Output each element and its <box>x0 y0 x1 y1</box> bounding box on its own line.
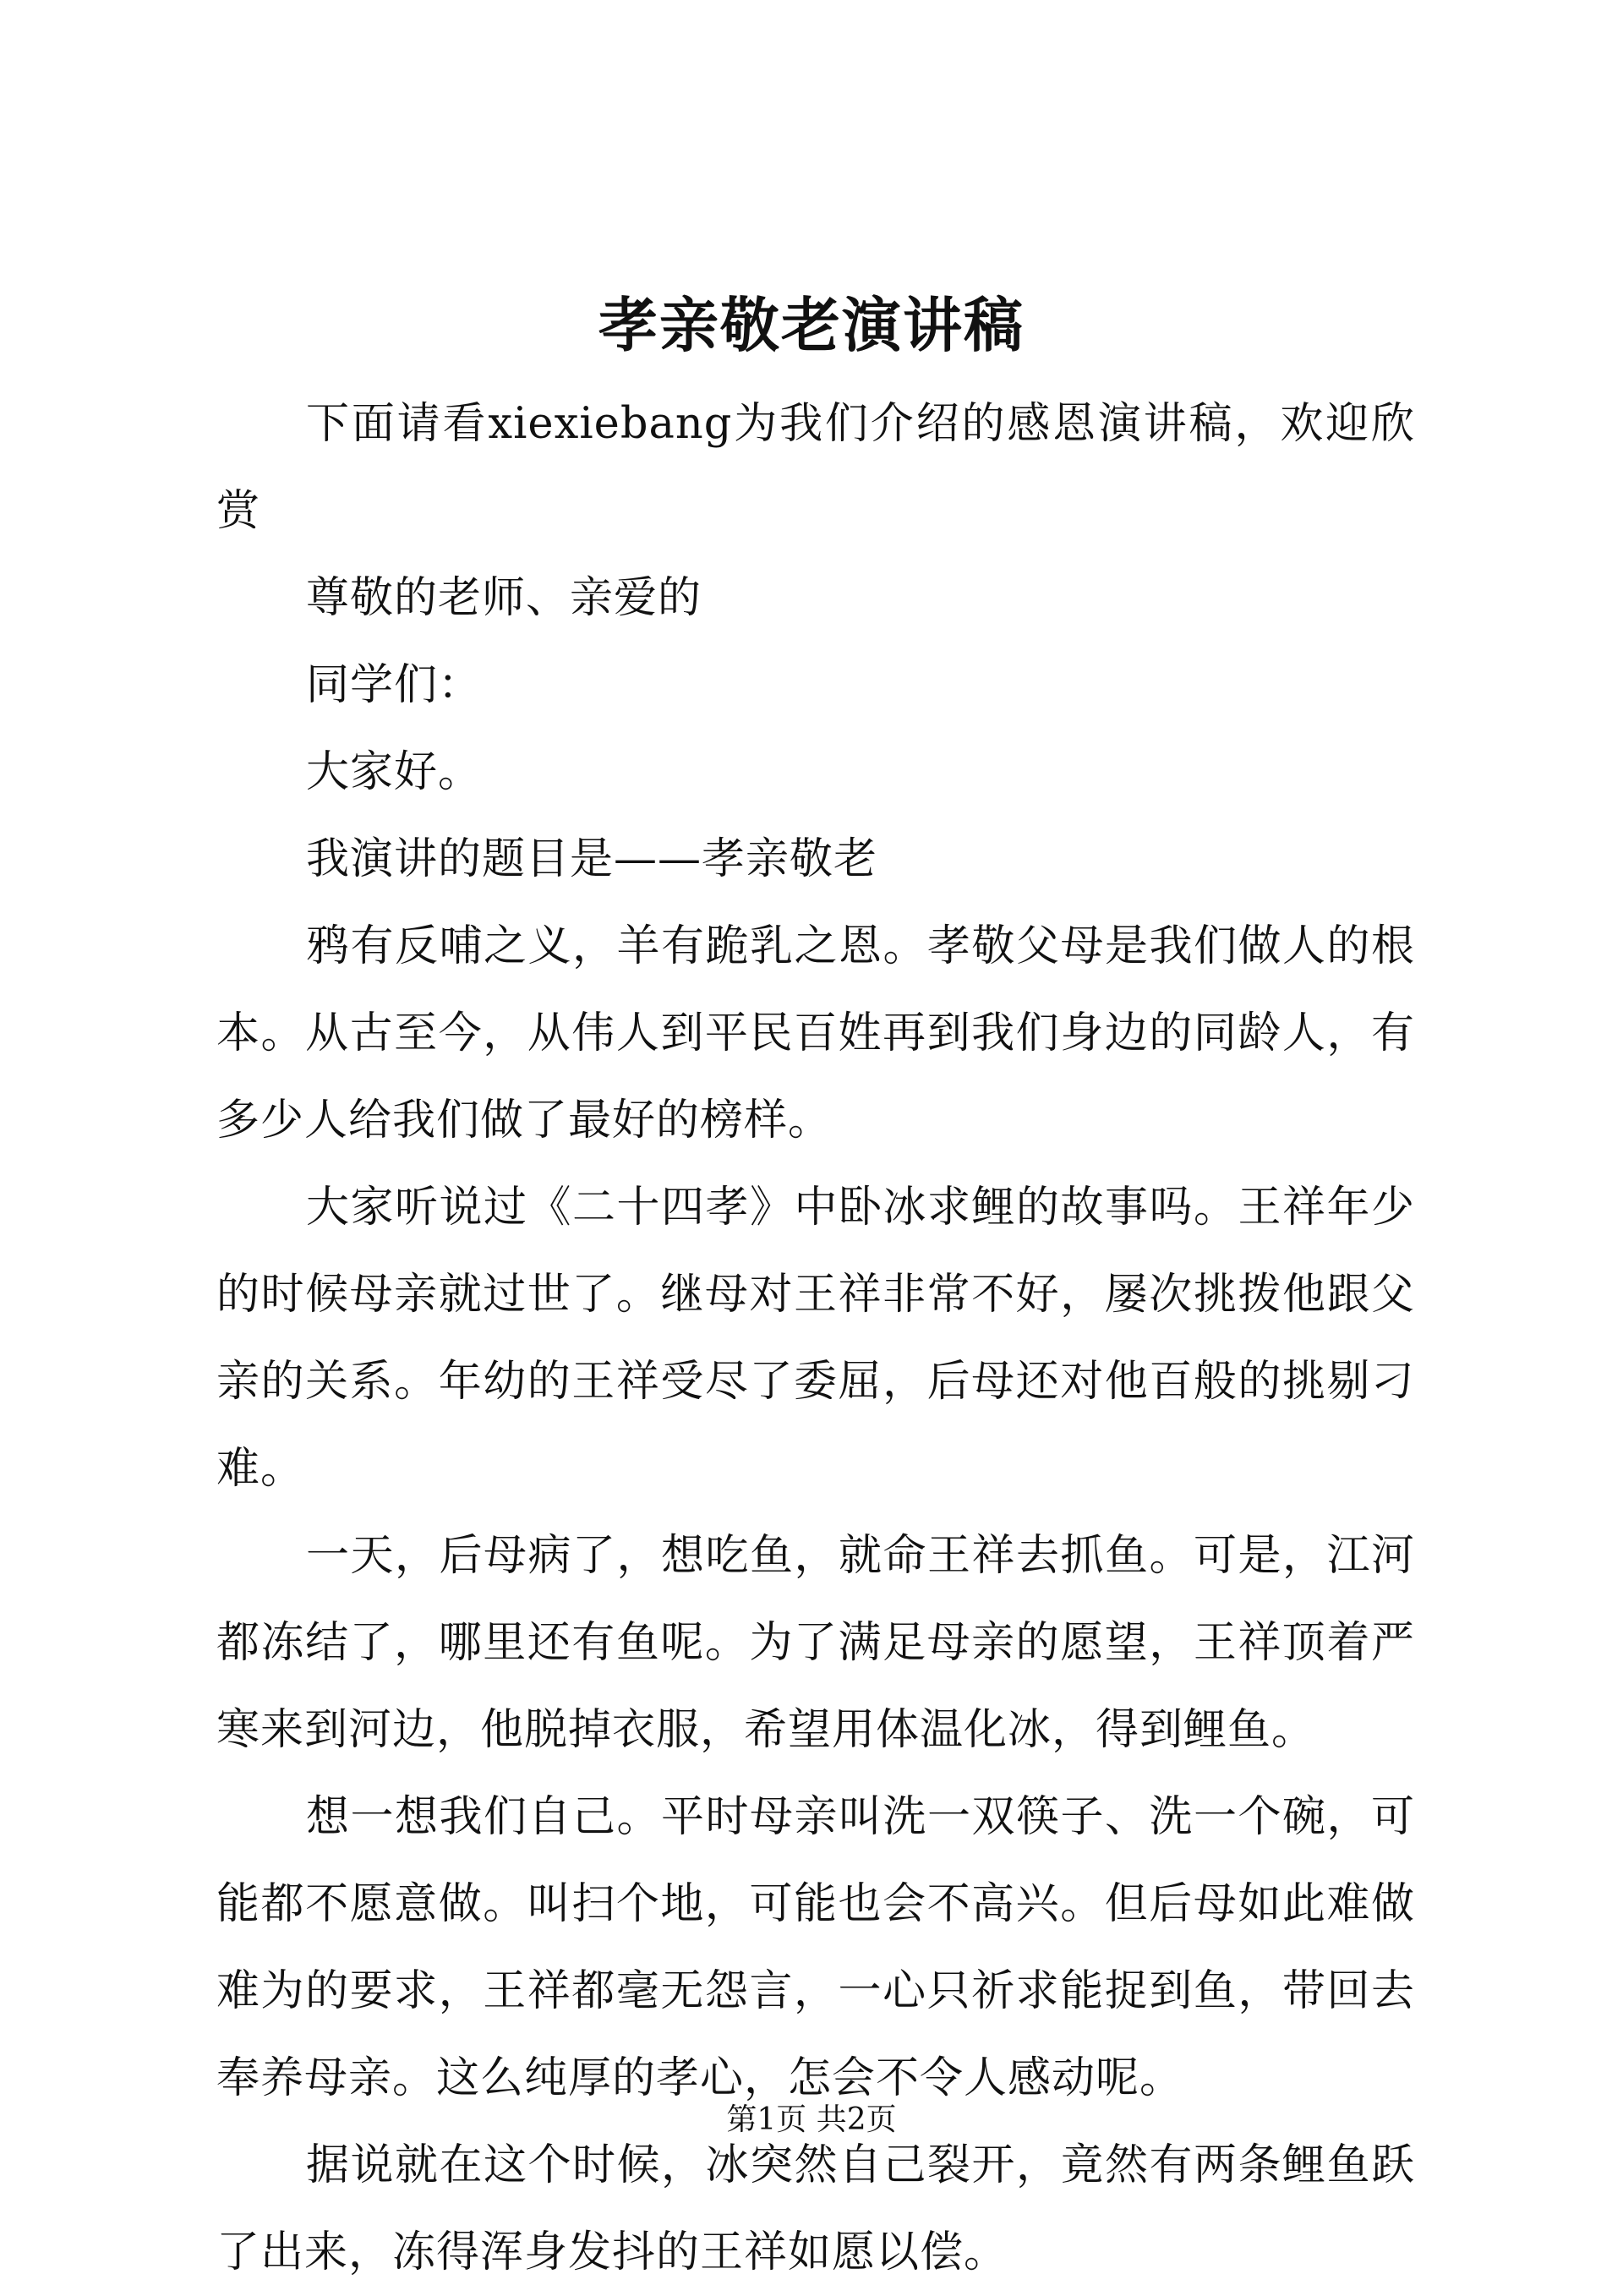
paragraph-hello: 大家好。 <box>306 747 483 797</box>
paragraph-topic: 我演讲的题目是——孝亲敬老 <box>306 834 878 884</box>
page-number: 第1页 共2页 <box>726 2102 897 2137</box>
paragraph-body: 想一想我们自己。平时母亲叫洗一双筷子、洗一个碗，可能都不愿意做。叫扫个地，可能也会不高兴。但后母如此难做难为的要求，王祥都毫无怨言，一心只祈求能捉到鱼，带回去奉养母亲。这么纯厚的孝心，怎会不令人感动呢。 <box>216 1792 1415 2103</box>
paragraph-intro: 下面请看xiexiebang为我们介绍的感恩演讲稿，欢迎欣赏 <box>216 399 1415 536</box>
paragraph-body: 一天，后母病了，想吃鱼，就命王祥去抓鱼。可是，江河都冻结了，哪里还有鱼呢。为了满足母亲的愿望，王祥顶着严寒来到河边，他脱掉衣服，希望用体温化冰，得到鲤鱼。 <box>216 1531 1415 1755</box>
document-title: 孝亲敬老演讲稿 <box>598 290 1025 360</box>
paragraph-greeting-2: 同学们： <box>306 660 483 710</box>
paragraph-body: 据说就在这个时候，冰突然自己裂开，竟然有两条鲤鱼跃了出来，冻得浑身发抖的王祥如愿以偿。 <box>216 2140 1415 2277</box>
paragraph-greeting-1: 尊敬的老师、亲爱的 <box>306 573 702 623</box>
paragraph-body: 鸦有反哺之义，羊有跪乳之恩。孝敬父母是我们做人的根本。从古至今，从伟人到平民百姓再到我们身边的同龄人，有多少人给我们做了最好的榜样。 <box>216 921 1415 1145</box>
paragraph-body: 大家听说过《二十四孝》中卧冰求鲤的故事吗。王祥年少的时候母亲就过世了。继母对王祥非常不好，屡次挑拨他跟父亲的关系。年幼的王祥受尽了委屈，后母还对他百般的挑剔刁难。 <box>216 1183 1415 1494</box>
document-body <box>216 380 1415 2296</box>
